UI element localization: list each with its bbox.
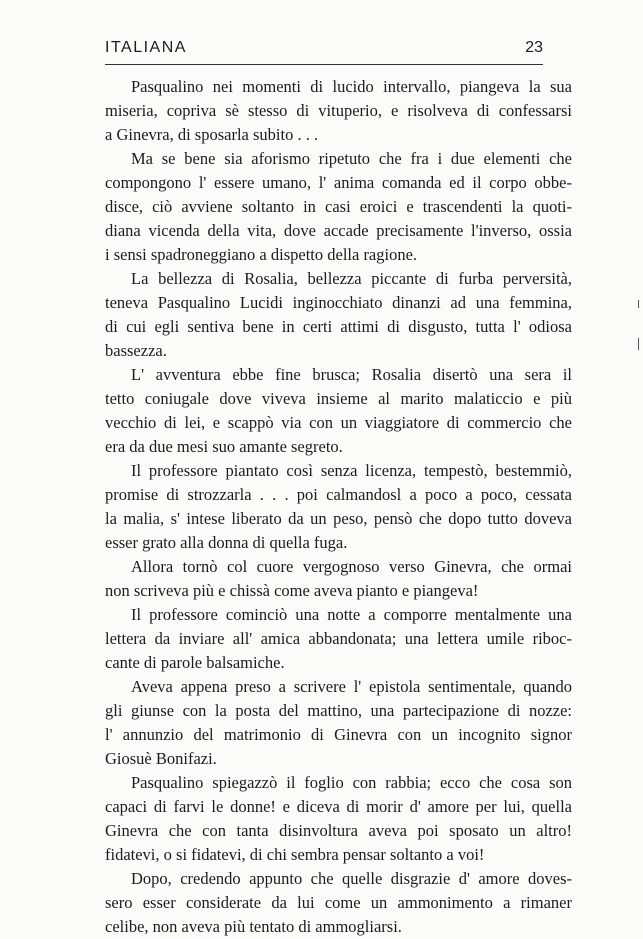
text-line: diana vicenda della vita, dove accade precisamente l'inverso, ossia [105, 221, 572, 240]
text-line: celibe, non aveva più tentato di ammogliarsi. [105, 917, 402, 936]
body-text [105, 75, 572, 939]
text-line: Ginevra che con tanta disinvoltura aveva poi sposato un altro! [105, 821, 572, 840]
header-rule [105, 64, 543, 65]
text-line: Giosuè Bonifazi. [105, 749, 217, 768]
text-line: lettera da inviare all' amica abbandonata; una lettera umile riboc- [105, 629, 572, 648]
text-line: i sensi spadroneggiano a dispetto della ragione. [105, 245, 418, 264]
text-line: tetto coniugale dove viveva insieme al marito malaticcio e più [105, 389, 572, 408]
text-line: esser grato alla donna di quella fuga. [105, 533, 348, 552]
paragraph-first-line: Ma se bene sia aforismo ripetuto che fra i due elementi che [131, 149, 572, 168]
running-title: ITALIANA [105, 39, 187, 56]
text-line: l' annunzio del matrimonio di Ginevra con un incognito signor [105, 725, 572, 744]
text-line: promise di strozzarla . . . poi calmandosl a poco a poco, cessata [105, 485, 572, 504]
text-line: di cui egli sentiva bene in certi attimi di disgusto, tutta l' odiosa [105, 317, 572, 336]
paragraph-first-line: Pasqualino spiegazzò il foglio con rabbia; ecco che cosa son [131, 773, 572, 792]
paragraph-first-line: Il professore piantato così senza licenza, tempestò, bestemmiò, [131, 461, 572, 480]
paragraph-first-line: Pasqualino nei momenti di lucido intervallo, piangeva la sua [131, 77, 572, 96]
scan-edge-mark [638, 338, 639, 350]
text-line: la malia, s' intese liberato da un peso, pensò che dopo tutto doveva [105, 509, 572, 528]
paragraph-first-line: Aveva appena preso a scrivere l' epistola sentimentale, quando [131, 677, 572, 696]
text-line: non scriveva più e chissà come aveva pianto e piangeva! [105, 581, 479, 600]
paragraph-first-line: La bellezza di Rosalia, bellezza piccante di furba perversità, [131, 269, 572, 288]
paragraph-first-line: Il professore cominciò una notte a comporre mentalmente una [131, 605, 572, 624]
text-line: disce, ciò avviene soltanto in casi eroici e trascendenti la quoti- [105, 197, 572, 216]
text-line: miseria, copriva sè stesso di vituperio, e risolveva di confessarsi [105, 101, 572, 120]
text-line: compongono l' essere umano, l' anima comanda ed il corpo obbe- [105, 173, 572, 192]
text-line: a Ginevra, di sposarla subito . . . [105, 125, 319, 144]
text-line: cante di parole balsamiche. [105, 653, 285, 672]
text-line: gli giunse con la posta del mattino, una partecipazione di nozze: [105, 701, 572, 720]
text-line: vecchio di lei, e scappò via con un viaggiatore di commercio che [105, 413, 572, 432]
paragraph-first-line: L' avventura ebbe fine brusca; Rosalia disertò una sera il [131, 365, 572, 384]
text-line: era da due mesi suo amante segreto. [105, 437, 343, 456]
scan-edge-mark [638, 300, 639, 308]
text-line: bassezza. [105, 341, 167, 360]
text-line: fidatevi, o si fidatevi, di chi sembra pensar soltanto a voi! [105, 845, 485, 864]
page-header [105, 38, 543, 64]
paragraph-first-line: Allora tornò col cuore vergognoso verso Ginevra, che ormai [131, 557, 572, 576]
text-line: capaci di farvi le donne! e diceva di morir d' amore per lui, quella [105, 797, 572, 816]
text-line: teneva Pasqualino Lucidi inginocchiato dinanzi ad una femmina, [105, 293, 572, 312]
page-number: 23 [525, 39, 543, 56]
text-line: sero esser considerate da lui come un ammonimento a rimaner [105, 893, 572, 912]
paragraph-first-line: Dopo, credendo appunto che quelle disgrazie d' amore doves- [131, 869, 572, 888]
